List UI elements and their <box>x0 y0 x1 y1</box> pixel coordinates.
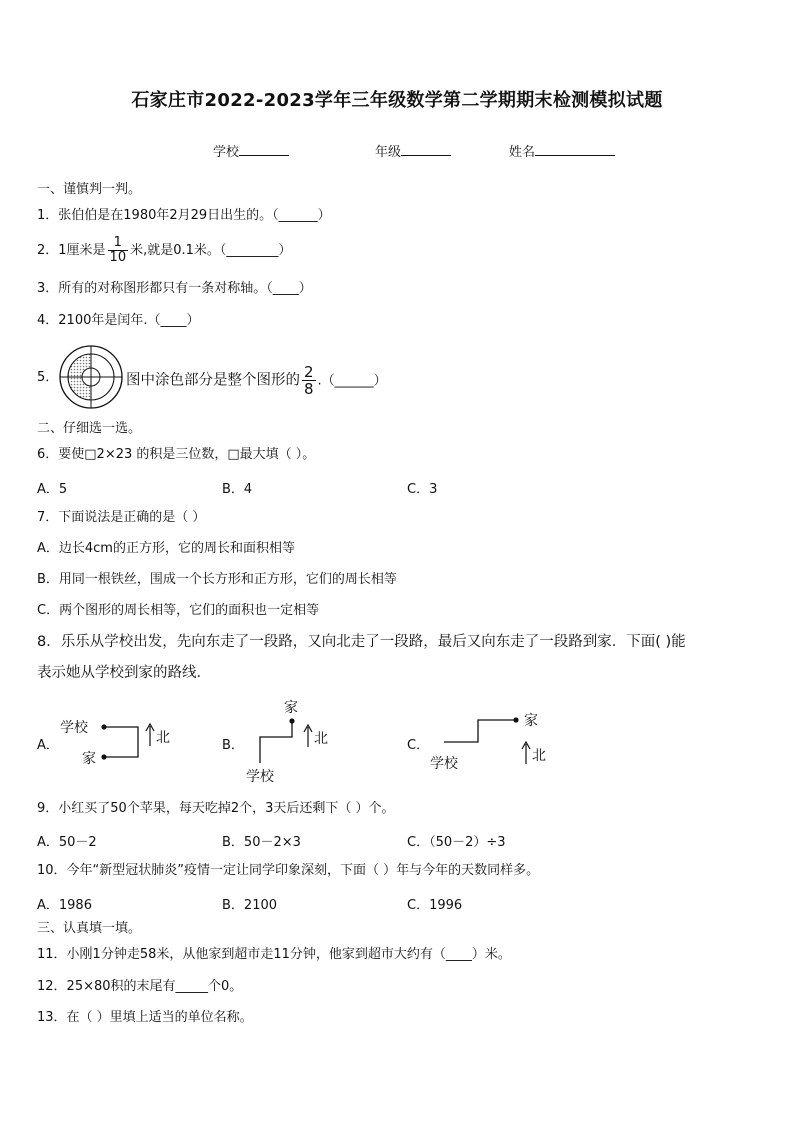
question-8-line-2: 表示她从学校到家的路线． <box>37 665 211 681</box>
question-7: 7．下面说法是正确的是（ ） <box>37 510 206 525</box>
fraction-2-8 <box>302 364 316 397</box>
home-label-a: 家 <box>82 751 96 767</box>
page-title: 石家庄市2022-2023学年三年级数学第二学期期末检测模拟试题 <box>131 90 663 111</box>
route-path-c <box>444 720 516 742</box>
q9-option-b: B．50－2×3 <box>222 835 301 850</box>
route-path-b <box>260 721 292 763</box>
question-8-line-1: 8．乐乐从学校出发，先向东走了一段路，又向北走了一段路，最后又向东走了一段路到家．下面( )能 <box>37 634 686 650</box>
north-label-c: 北 <box>532 748 546 764</box>
route-diagram-a <box>58 712 188 772</box>
home-label-c: 家 <box>524 713 538 729</box>
fraction-denominator: 10 <box>109 250 127 265</box>
q6-option-c: C．3 <box>407 482 438 497</box>
question-2-prefix: 2．1厘米是 <box>37 243 106 258</box>
q6-option-b: B．4 <box>222 482 253 497</box>
q7-option-b: B．用同一根铁丝，围成一个长方形和正方形，它们的周长相等 <box>37 572 397 587</box>
fraction-denominator: 8 <box>304 380 314 398</box>
section-heading-3: 三、认真填一填。 <box>37 921 142 936</box>
q10-option-a: A．1986 <box>37 898 92 913</box>
q7-option-a: A．边长4cm的正方形，它的周长和面积相等 <box>37 541 295 556</box>
school-label-c: 学校 <box>430 756 458 772</box>
question-2-suffix: 米,就是0.1米。（________） <box>130 243 292 258</box>
q8-option-a-label: A． <box>37 738 59 753</box>
fraction-numerator: 1 <box>108 236 129 251</box>
school-blank <box>239 143 289 156</box>
question-11: 11．小刚1分钟走58米，从他家到超市走11分钟，他家到超市大约有（____）米。 <box>37 947 511 962</box>
route-diagram-b <box>240 695 340 787</box>
question-12: 12．25×80积的末尾有_____个0。 <box>37 979 243 994</box>
route-diagram-c <box>428 708 558 778</box>
q10-option-c: C．1996 <box>407 898 463 913</box>
school-label: 学校 <box>213 145 240 160</box>
school-label-b: 学校 <box>246 769 274 785</box>
school-label-a: 学校 <box>60 720 88 736</box>
name-field <box>509 141 615 160</box>
question-5 <box>126 364 387 397</box>
q7-option-c: C．两个图形的周长相等，它们的面积也一定相等 <box>37 603 320 618</box>
question-5-number: 5． <box>37 370 59 385</box>
grade-label: 年级 <box>375 145 402 160</box>
name-label: 姓名 <box>509 145 536 160</box>
section-heading-2: 二、仔细选一选。 <box>37 421 142 436</box>
question-9: 9．小红买了50个苹果，每天吃掉2个，3天后还剩下（ ）个。 <box>37 801 395 816</box>
question-5-suffix: .（______） <box>317 373 387 389</box>
question-3: 3．所有的对称图形都只有一条对称轴。（____） <box>37 281 312 296</box>
question-13: 13．在（ ）里填上适当的单位名称。 <box>37 1010 253 1025</box>
q6-option-a: A．5 <box>37 482 68 497</box>
q9-option-c: C．（50－2）÷3 <box>407 835 506 850</box>
home-label-b: 家 <box>284 700 298 716</box>
question-10: 10．今年“新型冠状肺炎”疫情一定让同学印象深刻，下面（ ）年与今年的天数同样多。 <box>37 863 540 878</box>
north-label-b: 北 <box>314 731 328 747</box>
q8-option-b-label: B． <box>222 738 244 753</box>
north-label-a: 北 <box>156 730 170 746</box>
question-6: 6．要使□2×23 的积是三位数，□最大填（ ）。 <box>37 447 316 462</box>
section-heading-1: 一、谨慎判一判。 <box>37 182 142 197</box>
question-5-text: 图中涂色部分是整个图形的 <box>126 372 300 389</box>
grade-blank <box>401 143 451 156</box>
question-1: 1．张伯伯是在1980年2月29日出生的。（______） <box>37 208 331 223</box>
fraction-numerator: 2 <box>304 363 314 381</box>
fraction-1-10 <box>108 236 129 265</box>
route-path-a <box>104 727 138 757</box>
question-2 <box>37 236 291 265</box>
q10-option-b: B．2100 <box>222 898 278 913</box>
grade-field <box>375 141 451 160</box>
q9-option-a: A．50－2 <box>37 835 97 850</box>
circle-figure <box>58 344 124 410</box>
question-4: 4．2100年是闰年.（____） <box>37 313 200 328</box>
name-blank <box>535 143 615 156</box>
q8-option-c-label: C． <box>407 738 430 753</box>
school-field <box>213 141 289 160</box>
